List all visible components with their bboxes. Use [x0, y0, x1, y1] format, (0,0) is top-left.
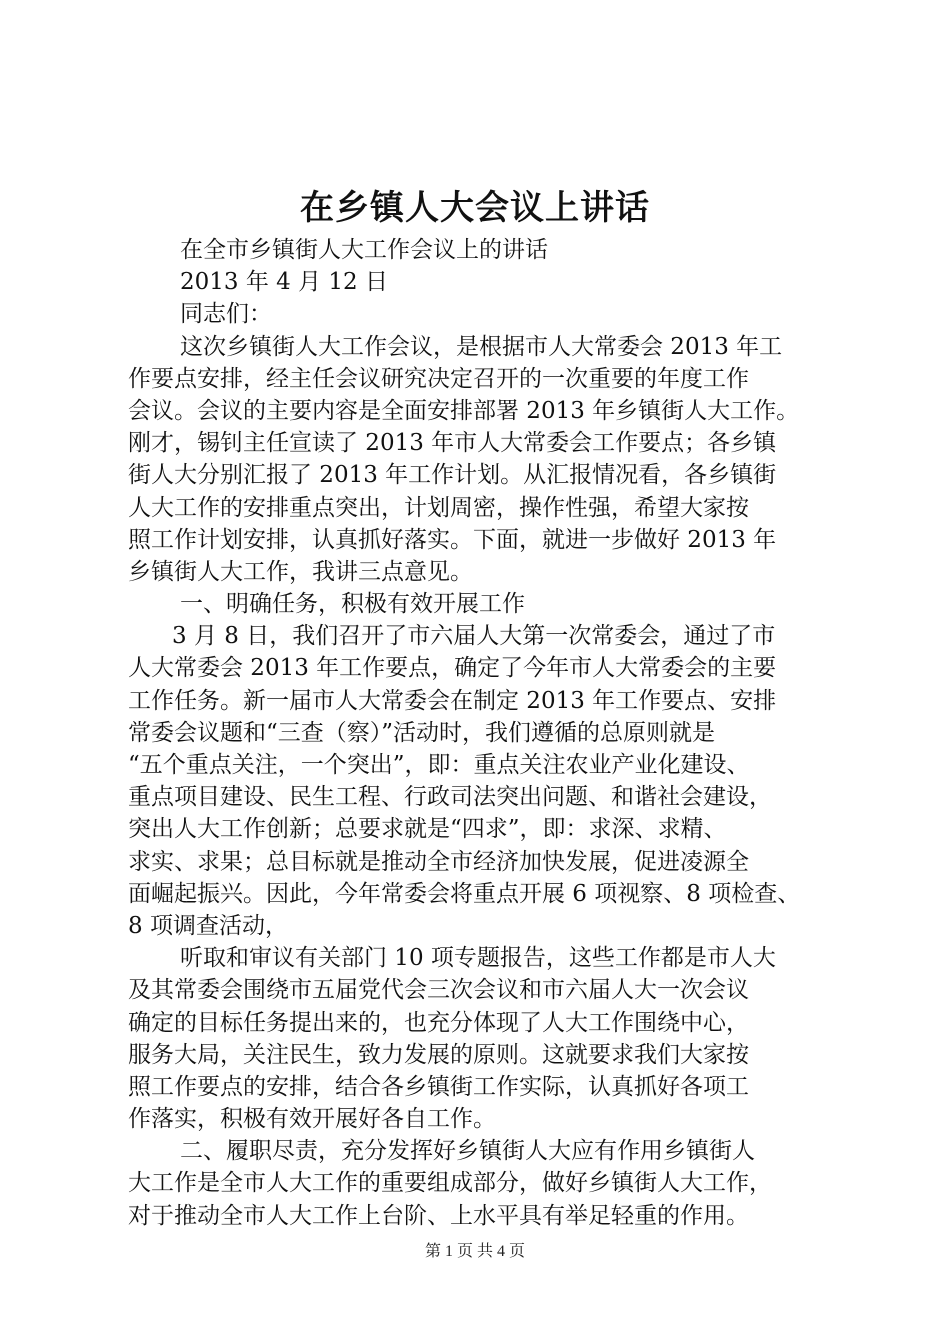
paragraph-line: 工作任务。新一届市人大常委会在制定 2013 年工作要点、安排 [128, 687, 777, 714]
section-heading-2: 二、履职尽责，充分发挥好乡镇街人大应有作用乡镇街人 [180, 1138, 755, 1165]
salutation-line: 同志们： [180, 301, 272, 328]
paragraph-line: 对于推动全市人大工作上台阶、上水平具有举足轻重的作用。 [128, 1202, 749, 1229]
paragraph-line: 大工作是全市人大工作的重要组成部分，做好乡镇街人大工作， [128, 1170, 772, 1197]
paragraph-line: 突出人大工作创新；总要求就是“四求”，即：求深、求精、 [128, 816, 727, 843]
subtitle-line: 在全市乡镇街人大工作会议上的讲话 [180, 237, 548, 263]
paragraph-line: 常委会议题和“三查（察）”活动时，我们遵循的总原则就是 [128, 719, 716, 746]
paragraph-line: 及其常委会围绕市五届党代会三次会议和市六届人大一次会议 [128, 977, 749, 1004]
paragraph-line: 作要点安排，经主任会议研究决定召开的一次重要的年度工作 [128, 365, 749, 392]
paragraph-line: 照工作要点的安排，结合各乡镇街工作实际，认真抓好各项工 [128, 1073, 749, 1100]
paragraph-line: 刚才，锡钊主任宣读了 2013 年市人大常委会工作要点；各乡镇 [128, 430, 777, 457]
paragraph-line: 乡镇街人大工作，我讲三点意见。 [128, 558, 473, 585]
paragraph-line: 这次乡镇街人大工作会议，是根据市人大常委会 2013 年工 [180, 333, 783, 360]
paragraph-line: 面崛起振兴。因此，今年常委会将重点开展 6 项视察、8 项检查、 [128, 880, 801, 907]
paragraph-line: 作落实，积极有效开展好各自工作。 [128, 1106, 496, 1133]
paragraph-line: 听取和审议有关部门 10 项专题报告，这些工作都是市人大 [180, 945, 776, 972]
paragraph-line: 街人大分别汇报了 2013 年工作计划。从汇报情况看，各乡镇街 [128, 462, 777, 489]
page-number-footer: 第 1 页 共 4 页 [424, 1243, 525, 1260]
document-title: 在乡镇人大会议上讲话 [300, 188, 650, 228]
section-heading-1: 一、明确任务，积极有效开展工作 [180, 591, 525, 618]
date-line: 2013 年 4 月 12 日 [180, 269, 388, 296]
paragraph-line: 照工作计划安排，认真抓好落实。下面，就进一步做好 2013 年 [128, 526, 777, 553]
paragraph-line: 8 项调查活动， [128, 912, 288, 939]
paragraph-line: 人大工作的安排重点突出，计划周密，操作性强，希望大家按 [128, 494, 749, 521]
paragraph-line: 求实、求果；总目标就是推动全市经济加快发展，促进凌源全 [128, 848, 749, 875]
paragraph-line: 服务大局，关注民生，致力发展的原则。这就要求我们大家按 [128, 1041, 749, 1068]
paragraph-line: 人大常委会 2013 年工作要点，确定了今年市人大常委会的主要 [128, 655, 777, 682]
paragraph-line: “五个重点关注，一个突出”，即：重点关注农业产业化建设、 [128, 752, 750, 778]
paragraph-line: 3 月 8 日，我们召开了市六届人大第一次常委会，通过了市 [172, 623, 776, 650]
paragraph-line: 重点项目建设、民生工程、行政司法突出问题、和谐社会建设， [128, 784, 772, 811]
paragraph-line: 确定的目标任务提出来的，也充分体现了人大工作围绕中心， [128, 1009, 749, 1036]
paragraph-line: 会议。会议的主要内容是全面安排部署 2013 年乡镇街人大工作。 [128, 397, 800, 424]
document-body [128, 234, 832, 1232]
